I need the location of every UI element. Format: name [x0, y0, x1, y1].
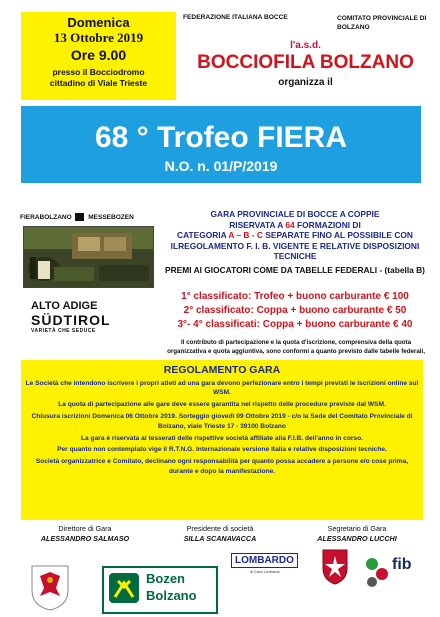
rules-paragraph: La gara è riservata ai tesserati delle rispettive società affiliate alla F.I.B. dell'anno in corso. [81, 434, 363, 442]
event-subtitle: N.O. n. 01/P/2019 [164, 158, 278, 174]
prize-first: 1° classificato: Trofeo + buono carburante € 100 [181, 291, 409, 302]
rules-title: REGOLAMENTO GARA [163, 364, 281, 376]
rules-paragraph: Società organizzatrice e Comitato, declinano ogni responsabilità per quanto possa accadere a persone e/o cose prima, durante e dopo la manifestazione. [35, 458, 409, 475]
lasd-label: l'a.s.d. [290, 40, 321, 51]
raiffeisen-mark-icon [109, 573, 139, 603]
gara-line4: ILREGOLAMENTO F. I. B. VIGENTE E RELATIVE DISPOSIZIONI [170, 240, 420, 251]
wine-photo [23, 226, 154, 288]
signature-role: Presidente di società [186, 524, 254, 533]
bolzano-text: Bolzano [146, 588, 197, 603]
signature-name: SILLA SCANAVACCA [183, 534, 257, 543]
fib-logo [362, 548, 422, 606]
signature-name: ALESSANDRO SALMASO [40, 534, 130, 543]
club-name: BOCCIOFILA BOLZANO [197, 52, 414, 73]
fib-mark-icon [362, 552, 392, 592]
gara-description [161, 209, 429, 262]
event-time: Ore 9.00 [70, 47, 127, 63]
gara-categories: A – B - C [228, 230, 263, 240]
prize-list [164, 290, 426, 332]
signature-role: Segretario di Gara [327, 524, 387, 533]
gara-line2-a: RISERVATA A [229, 219, 286, 230]
date-box [21, 12, 176, 100]
event-day: Domenica [67, 15, 130, 30]
prize-second: 2° classificato: Coppa + buono carburante € 50 [183, 305, 407, 316]
south-tyrol-coat-icon [30, 562, 70, 612]
bozen-bolzano-logo [102, 566, 218, 614]
alto-adige-tagline: VARIETÀ CHE SEDUCE [31, 328, 96, 334]
event-place-line1: presso il Bocciodromo [52, 67, 145, 77]
event-title: 68 ° Trofeo FIERA [94, 121, 348, 154]
rules-paragraph: La quota di partecipazione alle gare deve essere garantita nel rispetto delle procedure previste dal WSM. [58, 401, 386, 409]
signature-secretary [292, 524, 422, 543]
wine-photo-image [24, 227, 153, 287]
federation-name: FEDERAZIONE ITALIANA BOCCE [183, 14, 288, 21]
gara-line2-b: FORMAZIONI DI [294, 219, 361, 230]
fierabolzano-text: FIERABOLZANO [20, 213, 72, 221]
signature-director [20, 524, 150, 543]
gara-formations-count: 64 [285, 219, 295, 230]
bozen-text: Bozen [146, 571, 185, 586]
signature-president [155, 524, 285, 543]
rules-body [24, 379, 420, 479]
committee-name: COMITATO PROVINCIALE DI BOLZANO [337, 15, 427, 31]
alto-adige-logo [31, 300, 141, 334]
gara-line3-a: CATEGORIA [177, 230, 229, 240]
organizza-label: organizza il [278, 77, 333, 88]
sudtirol-text: SÜDTIROL [31, 312, 111, 328]
messebozen-text: MESSEBOZEN [88, 213, 134, 221]
gara-line3-b: SEPARATE FINO AL POSSIBILE CON [262, 230, 413, 240]
fib-text: fib [392, 556, 412, 573]
fierabolzano-logo [20, 213, 158, 223]
event-place [21, 67, 176, 89]
bolzano-coat-icon [321, 548, 349, 586]
gara-line1: GARA PROVINCIALE DI BOCCE A COPPIE [210, 209, 380, 219]
contribution-line1: Il contributo di partecipazione e la quota d'iscrizione, comprensiva della quota [180, 339, 412, 346]
signature-name: ALESSANDRO LUCCHI [317, 534, 397, 543]
contribution-line2: organizzativa e quota aggiuntiva, sono conformi a quanto previsto dalle tabelle federali, [167, 348, 425, 355]
alto-adige-text: ALTO ADIGE [31, 300, 98, 312]
fiera-mark-icon [75, 213, 84, 221]
rules-paragraph: Le Società che intendono iscrivere i propri atleti ad una gara devono perfezionare entro i tempi previsti le iscrizioni online sul WSM. [25, 380, 419, 397]
lombardo-text: LOMBARDO [231, 553, 298, 568]
contribution-note [158, 338, 434, 356]
prize-third-fourth: 3°- 4° classificati: Coppa + buono carburante € 40 [177, 319, 413, 330]
premi-line: PREMI AI GIOCATORI COME DA TABELLE FEDERALI - (tabella B) [165, 265, 425, 275]
lombardo-logo [226, 550, 304, 614]
rules-paragraph: Per quanto non contemplato vige il R.T.N.G. Internazionale versione Italia e relative disposizioni tecniche. [57, 446, 387, 454]
rules-paragraph: Chiusura iscrizioni Domenica 06 Ottobre 2019. Sorteggio giovedì 09 Ottobre 2019 - c/o la Sede del Comitato Provinciale di Bolzano, viale Trieste 17 - 39100 Bolzano [31, 413, 413, 430]
lombardo-subtitle: di Carlo Lombardo [250, 570, 280, 574]
event-date: 13 Ottobre 2019 [53, 30, 144, 45]
event-place-line2: cittadino di Viale Trieste [49, 78, 148, 88]
gara-line5: TECNICHE [273, 251, 317, 261]
gara-line2 [161, 220, 429, 231]
gara-line3 [161, 230, 429, 241]
signature-role: Direttore di Gara [58, 524, 112, 533]
